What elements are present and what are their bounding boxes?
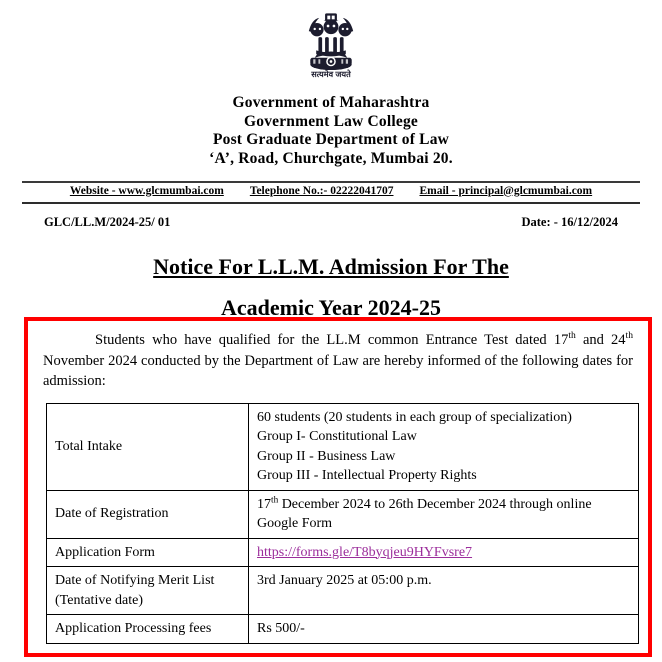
paragraph-part-2: and 24 xyxy=(575,332,626,348)
paragraph-part-3: November 2024 conducted by the Department of Law are hereby informed of the following dates for admission: xyxy=(43,352,633,389)
registration-date-superscript: th xyxy=(271,493,279,504)
emblem-motto: सत्यमेव जयते xyxy=(311,70,351,80)
table-row xyxy=(47,567,639,615)
emblem-container xyxy=(0,0,662,80)
admission-details-table xyxy=(46,403,639,644)
title-line-2: Academic Year 2024-25 xyxy=(221,294,441,320)
paragraph-superscript-2: th xyxy=(625,330,633,342)
merit-list-label-line-2: (Tentative date) xyxy=(55,592,144,608)
national-emblem-icon xyxy=(294,6,368,80)
row-value-processing-fees: Rs 500/- xyxy=(249,615,639,644)
intake-line-1: 60 students (20 students in each group of specialization) xyxy=(257,409,572,425)
institution-header xyxy=(0,94,662,168)
intake-line-2: Group I- Constitutional Law xyxy=(257,429,417,444)
row-value-total-intake xyxy=(249,403,639,490)
table-row xyxy=(47,538,639,567)
header-divider-bottom xyxy=(22,202,640,204)
red-bordered-content-box xyxy=(24,317,652,657)
table-row xyxy=(47,403,639,490)
row-label-total-intake: Total Intake xyxy=(47,403,249,490)
paragraph-part-1: Students who have qualified for the LL.M common Entrance Test dated 17 xyxy=(95,332,569,348)
title-line-1: Notice For L.L.M. Admission For The xyxy=(153,253,509,279)
merit-list-label-line-1: Date of Notifying Merit List xyxy=(55,573,215,588)
contact-row xyxy=(22,183,640,199)
intake-line-3: Group II - Business Law xyxy=(257,448,396,464)
website-link[interactable]: Website - www.glcmumbai.com xyxy=(69,184,224,197)
registration-date-pre: 17 xyxy=(257,496,271,512)
row-value-application-form xyxy=(249,538,639,567)
header-line-address: ‘A’, Road, Churchgate, Mumbai 20. xyxy=(209,149,453,167)
application-form-link[interactable]: https://forms.gle/T8byqjeu9HYFvsre7 xyxy=(257,544,473,560)
table-row xyxy=(47,490,639,538)
telephone-text: Telephone No.:- 02222041707 xyxy=(249,184,394,197)
notice-title xyxy=(0,246,662,328)
header-line-college: Government Law College xyxy=(243,112,418,130)
registration-date-post: December 2024 to 26th December 2024 through online Google Form xyxy=(257,496,592,531)
table-row xyxy=(47,615,639,644)
row-value-date-of-registration xyxy=(249,490,639,538)
header-line-government: Government of Maharashtra xyxy=(232,94,430,111)
paragraph-superscript-1: th xyxy=(568,330,576,342)
intro-paragraph xyxy=(43,330,633,392)
row-label-merit-list-date xyxy=(47,567,249,615)
row-label-processing-fees: Application Processing fees xyxy=(47,615,249,644)
intake-line-4: Group III - Intellectual Property Rights xyxy=(257,468,477,483)
notice-date: Date: - 16/12/2024 xyxy=(521,214,618,229)
reference-date-row xyxy=(44,215,618,230)
row-label-date-of-registration: Date of Registration xyxy=(47,490,249,538)
reference-number: GLC/LL.M/2024-25/ 01 xyxy=(44,214,171,229)
row-value-merit-list-date: 3rd January 2025 at 05:00 p.m. xyxy=(249,567,639,615)
row-label-application-form: Application Form xyxy=(47,538,249,567)
email-link[interactable]: Email - principal@glcmumbai.com xyxy=(419,184,593,197)
header-line-department: Post Graduate Department of Law xyxy=(212,131,450,148)
